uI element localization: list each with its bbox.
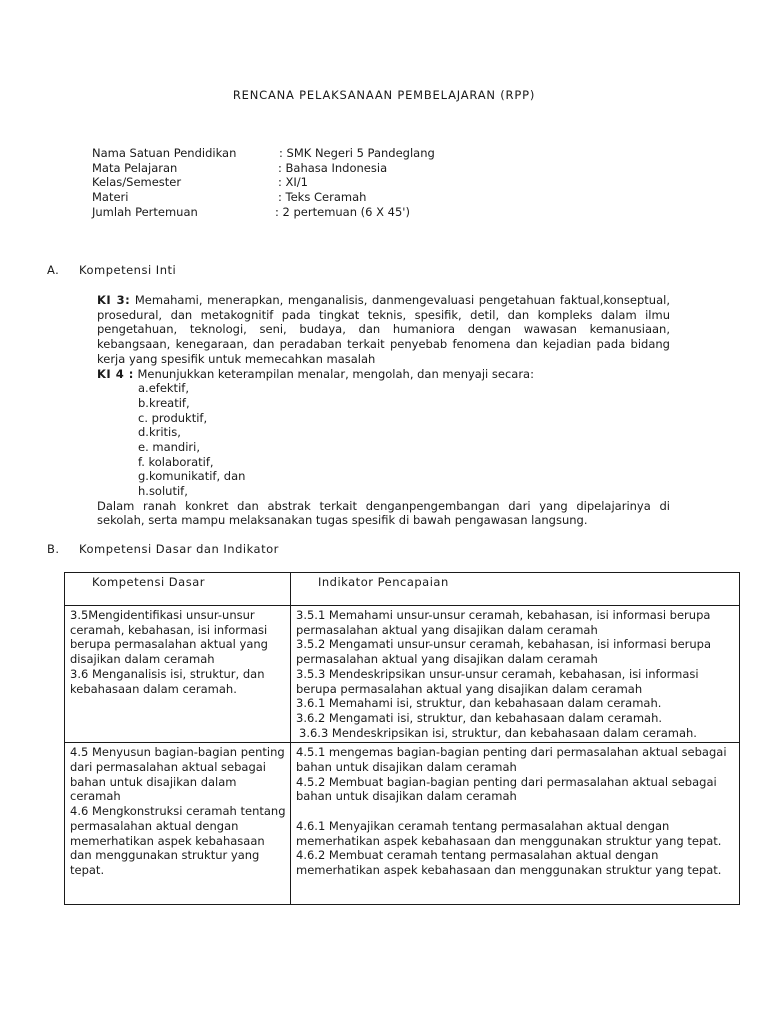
cell-content — [291, 606, 739, 742]
indikator-entry-spacer — [296, 804, 735, 819]
ki3-label: KI 3: — [97, 293, 131, 307]
list-item: g.komunikatif, dan — [138, 469, 246, 484]
table-header-cell — [291, 573, 740, 606]
list-item: f. kolaboratif, — [138, 454, 214, 469]
cell-content — [65, 606, 290, 698]
indikator-entry: 4.5.2 Membuat bagian-bagian penting dari permasalahan aktual sebagai bahan untuk disajikan dalam ceramah — [296, 774, 717, 804]
ki3-paragraph — [97, 293, 670, 367]
list-item: d.kritis, — [138, 425, 181, 440]
indikator-entry: 4.5.1 mengemas bagian-bagian penting dari permasalahan aktual sebagai bahan untuk disajikan dalam ceramah — [296, 745, 727, 775]
indikator-entry: 3.6.2 Mengamati isi, struktur, dan kebahasaan dalam ceramah. — [296, 710, 663, 725]
ki4-closing: Dalam ranah konkret dan abstrak terkait denganpengembangan dari yang dipelajarinya di sekolah, serta mampu melaksanakan tugas spesifik di bawah pengawasan langsung. — [97, 498, 670, 528]
kd-entry: 4.5 Menyusun bagian-bagian penting dari permasalahan aktual sebagai bahan untuk disajikan dalam ceramah — [70, 745, 285, 804]
indikator-entry: 4.6.2 Membuat ceramah tentang permasalahan aktual dengan memerhatikan aspek kebahasaan dan menggunakan struktur yang tepat. — [296, 848, 722, 877]
identity-value: : Teks Ceramah — [278, 190, 367, 205]
section-title: Kompetensi Inti — [79, 263, 177, 277]
section-letter: A. — [47, 263, 60, 277]
identity-label: Mata Pelajaran — [92, 160, 178, 175]
identity-label: Nama Satuan Pendidikan — [92, 146, 237, 160]
header-kompetensi-dasar: Kompetensi Dasar — [92, 575, 205, 589]
identity-value: : 2 pertemuan (6 X 45') — [275, 204, 410, 219]
ki4-paragraph — [97, 367, 670, 382]
indikator-entry: 3.5.3 Mendeskripsikan unsur-unsur ceramah, kebahasan, isi informasi berupa permasalahan aktual yang disajikan dalam ceramah — [296, 666, 699, 696]
table-row — [65, 606, 740, 743]
ki4-text: Menunjukkan keterampilan menalar, mengolah, dan menyaji secara: — [133, 366, 534, 381]
indikator-entry: 3.5.1 Memahami unsur-unsur ceramah, kebahasan, isi informasi berupa permasalahan aktual yang disajikan dalam ceramah — [296, 608, 711, 637]
kd-entry: 3.5Mengidentifikasi unsur-unsur ceramah, kebahasan, isi informasi berupa permasalahan aktual yang disajikan dalam ceramah — [70, 608, 268, 667]
header-indikator: Indikator Pencapaian — [318, 575, 449, 589]
section-letter: B. — [47, 542, 60, 556]
table-cell — [291, 743, 740, 905]
ki4-list — [97, 381, 670, 499]
section-title: Kompetensi Dasar dan Indikator — [79, 542, 279, 556]
kompetensi-inti-content — [97, 293, 670, 528]
indikator-entry: 3.5.2 Mengamati unsur-unsur ceramah, kebahasan, isi informasi berupa permasalahan aktual yang disajikan dalam ceramah — [296, 637, 712, 667]
identity-value: : SMK Negeri 5 Pandeglang — [279, 146, 435, 160]
identity-value: : XI/1 — [278, 175, 308, 190]
cell-content — [65, 743, 290, 879]
list-item: e. mandiri, — [138, 439, 200, 454]
identity-label: Kelas/Semester — [92, 175, 182, 190]
table-cell — [291, 606, 740, 743]
document-title: RENCANA PELAKSANAAN PEMBELAJARAN (RPP) — [232, 88, 536, 102]
indikator-entry: 4.6.1 Menyajikan ceramah tentang permasalahan aktual dengan memerhatikan aspek kebahasaan dan menggunakan struktur yang tepat. — [296, 818, 722, 848]
table-header-cell — [65, 573, 291, 606]
list-item: a.efektif, — [138, 381, 189, 396]
kompetensi-dasar-table — [64, 572, 740, 905]
list-item: c. produktif, — [138, 410, 208, 425]
identity-value: : Bahasa Indonesia — [278, 160, 388, 175]
table-header-row — [65, 573, 740, 606]
section-b-heading — [47, 542, 279, 557]
table-cell — [65, 606, 291, 743]
cell-content — [291, 743, 739, 879]
section-a-heading — [47, 263, 176, 278]
ki3-text: Memahami, menerapkan, menganalisis, danmengevaluasi pengetahuan faktual,konseptual, prosedural, dan metakognitif pada tingkat teknis, spesifik, detil, dan kompleks dalam ilmu pengetahuan, teknologi, seni, budaya, dan humaniora dengan wawasan kemanusiaan, kebangsaan, kenegaraan, dan peradaban terkait penyebab fenomena dan kejadian pada bidang kerja yang spesifik untuk memecahkan masalah — [97, 293, 670, 366]
kd-entry: 4.6 Mengkonstruksi ceramah tentang permasalahan aktual dengan memerhatikan aspek kebahasaan dan menggunakan struktur yang tepat. — [70, 804, 286, 877]
ki4-label: KI 4 : — [97, 366, 134, 381]
list-item: b.kreatif, — [138, 395, 190, 410]
indikator-entry: 3.6.1 Memahami isi, struktur, dan kebahasaan dalam ceramah. — [296, 696, 662, 711]
identity-label: Materi — [92, 190, 129, 205]
kd-entry: 3.6 Menganalisis isi, struktur, dan kebahasaan dalam ceramah. — [70, 666, 265, 696]
table-cell — [65, 743, 291, 905]
indikator-entry: 3.6.3 Mendeskripsikan isi, struktur, dan kebahasaan dalam ceramah. — [299, 725, 697, 740]
identity-label: Jumlah Pertemuan — [92, 204, 198, 219]
table-row — [65, 743, 740, 905]
list-item: h.solutif, — [138, 484, 188, 499]
